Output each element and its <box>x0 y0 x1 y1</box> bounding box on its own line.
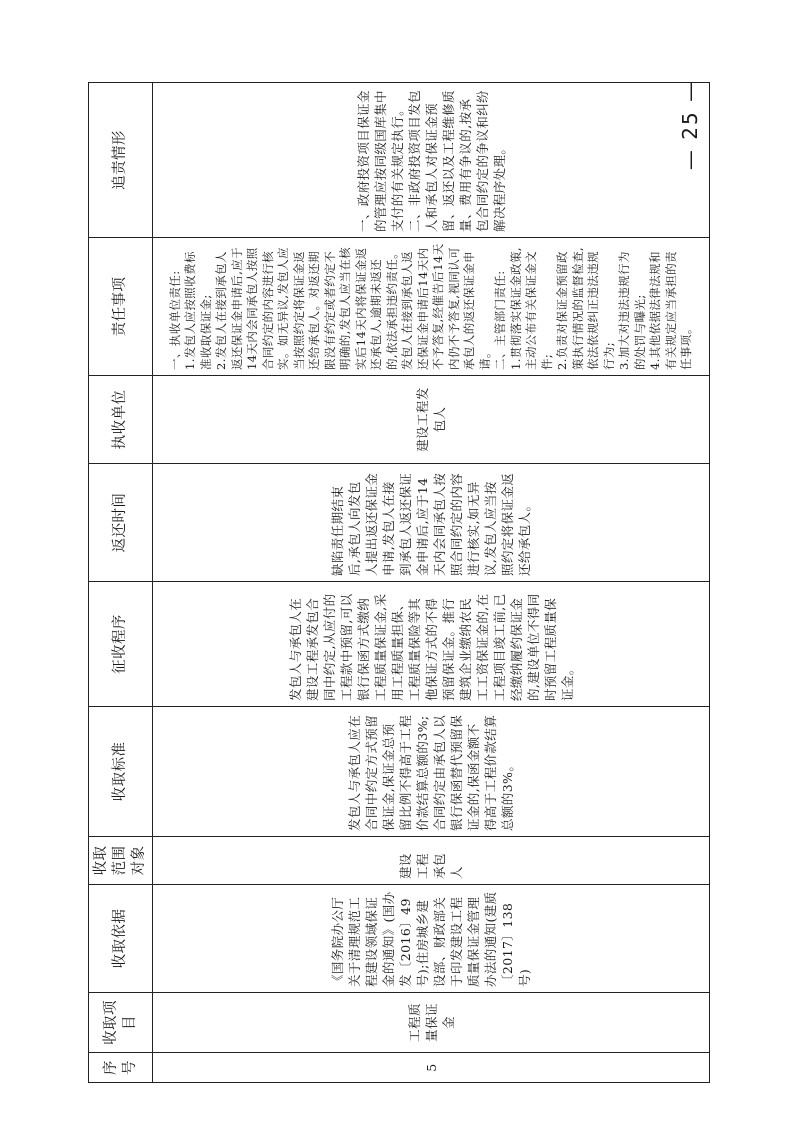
cell-accountability: 一、政府投资项目保证金的管理应按同级国库集中支付的有关规定执行。 二、非政府投资项目发包人和承包人对保证金预留、返还以及工程维修质量、费用有争议的,按承包合同约定的争议和纠纷解决程序处理。 <box>153 83 710 238</box>
page-number: — 25 — <box>678 79 702 171</box>
cell-standard: 发包人与承包人应在合同中约定方式预留保证金,保证金总预留比例不得高于工程价款结算总额的3%;合同约定由承包人以银行保函替代预留保证金的,保函金额不得高于工程价款结算总额的3%。 <box>153 707 710 837</box>
cell-seq: 5 <box>153 1053 710 1083</box>
page-number-area <box>650 70 730 180</box>
header-item: 收取项目 <box>89 993 153 1053</box>
header-refund-time: 返还时间 <box>89 464 153 582</box>
header-standard: 收取标准 <box>89 707 153 837</box>
cell-basis: 《国务院办公厅关于清理规范工程建设领域保证金的通知》(国办发〔2016〕49号);住房城乡建设部、财政部关于印发建设工程质量保证金管理办法的通知(建质〔2017〕138号) <box>153 885 710 993</box>
table-header-row <box>89 83 153 1083</box>
header-accountability: 追责情形 <box>89 83 153 238</box>
rotated-content <box>88 83 710 1083</box>
table-row <box>153 83 710 1083</box>
header-duty: 责任事项 <box>89 238 153 376</box>
cell-scope: 建设工程承包人 <box>153 837 710 885</box>
cell-item: 工程质量保证金 <box>153 993 710 1053</box>
header-basis: 收取依据 <box>89 885 153 993</box>
scan-artifact <box>185 8 245 18</box>
cell-unit: 建设工程发包人 <box>153 376 710 464</box>
header-scope: 收取范围对象 <box>89 837 153 885</box>
rotated-table-area <box>88 83 710 1083</box>
cell-refund-time: 缺陷责任期结束后,承包人向发包人提出返还保证金申请,发包人在接到承包人返还保证金申请后,应于14天内会同承包人按照合同约定的内容进行核实,如无异议,发包人应当按照约定将保证金返还给承包人。 <box>153 464 710 582</box>
fee-table <box>88 82 710 1083</box>
cell-procedure: 发包人与承包人在建设工程承发包合同中约定,从应付的工程款中预留,可以银行保函方式缴纳工程质量保证金,采用工程质量担保、工程质量保险等其他保证方式的不得预留保证金。推行建筑企业缴纳农民工工资保证金的,在工程项目竣工前,已经缴纳履约保证金的,建设单位不得同时预留工程质量保证金。 <box>153 582 710 707</box>
header-procedure: 征收程序 <box>89 582 153 707</box>
cell-duty: 一、执收单位责任: 1.发包人应按照收费标准收取保证金; 2.发包人在接到承包人返还保证金申请后,应于14天内会同承包人按照合同约定的内容进行核实。如无异议,发包人应当按照约定将保证金返还给承包人。对返还期限没有约定或者约定不明确的,发包人应当在核实后14天内将保证金返还承包人,逾期未返还的,依法承担违约责任。发包人在接到承包人返还保证金申请后14天内不予答复,经催告后14天内仍不予答复,视同认可承包人的返还保证金申请。 二、主管部门责任: 1.贯彻落实保证金政策,主动公布有关保证金文件; 2.负责对保证金预留政策执行情况的监督检查,依法依规纠正违法违规行为; 3.加大对违法违规行为的处罚与曝光; 4.其他依据法律法规和有关规定应当承担的责任事项。 <box>153 238 710 376</box>
header-seq: 序号 <box>89 1053 153 1083</box>
header-unit: 执收单位 <box>89 376 153 464</box>
